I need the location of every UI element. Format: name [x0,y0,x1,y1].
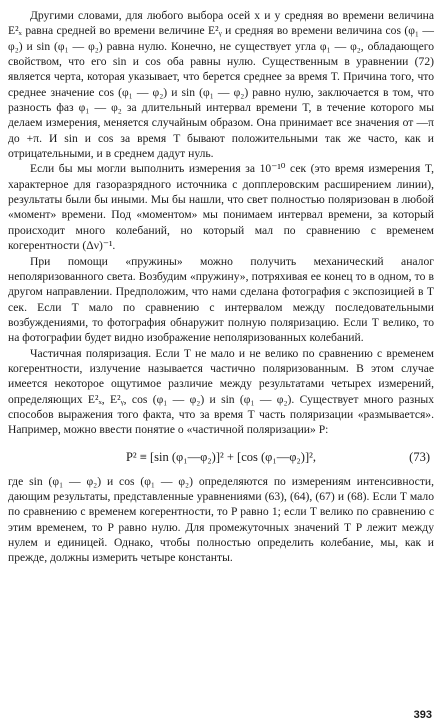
paragraph-3: При помощи «пружины» можно получить механический аналог неполяризованного света. Возбудим «пружину», потряхивая ее конец то в одном, то в другом направлении. Предположим, что нами сделана фотография с экспозицией в T сек. Если T мало по сравнению с интервалом между последовательными возбуждениями, то фотография обнаружит полную поляризацию. Если T велико, то на фотографии будет видно изображение неполяризованных колебаний. [8,254,434,345]
paragraph-4: Частичная поляризация. Если T не мало и не велико по сравнению с временем когерентности, излучение называется частично поляризованным. В этом случае имеется некоторое ощутимое различие между результатами четырех измерений, определяющих E²ₓ, E²ᵧ, cos (φ₁ — φ₂) и sin (φ₁ — φ₂). Существует много разных способов выражения того факта, что за время T часть поляризации «размывается». Например, можно ввести понятие о «частичной поляризации» P: [8,346,434,437]
paragraph-2: Если бы мы могли выполнить измерения за 10⁻¹⁰ сек (это время измерения T, характерное для газоразрядного источника с допплеровским расширением линии), результаты были бы иными. Мы бы нашли, что свет полностью поляризован в любой «момент» времени. Под «моментом» мы понимаем интервал времени, за который происходит много колебаний, но который мал по сравнению с временем когерентности (Δν)⁻¹. [8,162,434,253]
equation-text: P² ≡ [sin (φ₁—φ₂)]² + [cos (φ₁—φ₂)]², [125,449,316,464]
page-number: 393 [413,708,432,721]
equation-number: (73) [409,449,430,464]
paragraph-1: Другими словами, для любого выбора осей x и y средняя во времени величина E²ₓ равна средней во времени величине E²ᵧ и средняя во времени величина cos (φ₁ — φ₂) и sin (φ₁ — φ₂) равна нулю. Конечно, не существует угла φ₁ — φ₂, обладающего свойством, что его sin и cos оба равны нулю. Существенным в уравнении (72) является черта, которая указывает, что берется среднее за время T. Причина того, что среднее значение cos (φ₁ — φ₂) и sin (φ₁ — φ₂) равно нулю, заключается в том, что разность фаз φ₁ — φ₂ за длительный интервал времени T, в течение которого мы делаем измерения, меняется случайным образом. Она принимает все значения от —π до +π. И sin и cos за время T бывают положительными так же часто, как и отрицательными, и в среднем дадут нуль. [8,9,434,161]
closing-paragraph: где sin (φ₁ — φ₂) и cos (φ₁ — φ₂) определяются по измерениям интенсивности, дающим результаты, представленные уравнениями (63), (64), (67) и (68). Если T мало по сравнению с временем когерентности, то P равно 1; если T велико по сравнению с этим временем, то P равно нулю. Для промежуточных значений T P лежит между нулем и единицей. Однако, чтобы полностью определить колебание, мы, как и прежде, должны измерить четыре константы. [8,474,434,565]
equation-73 [8,444,434,470]
